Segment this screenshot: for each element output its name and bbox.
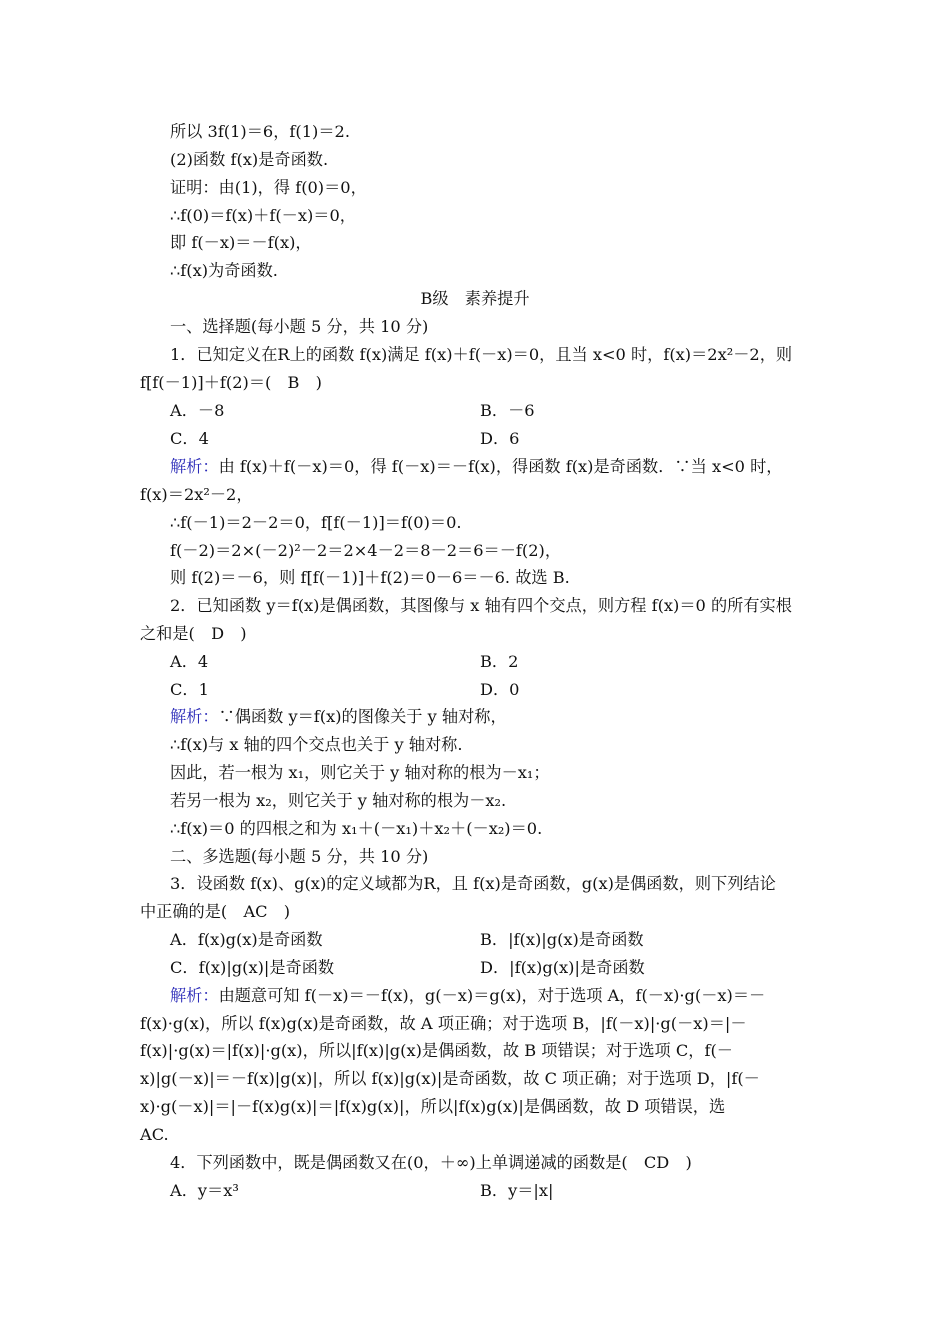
option-b: B．2: [480, 652, 519, 671]
option-d: D．0: [480, 680, 520, 699]
option-a: A．y＝x³: [170, 1181, 239, 1200]
option-d: D．6: [480, 429, 520, 448]
question-3-stem: 3．设函数 f(x)、g(x)的定义域都为R，且 f(x)是奇函数，g(x)是偶函数，则下列结论: [170, 874, 776, 893]
part-heading: 一、选择题(每小题 5 分，共 10 分): [170, 317, 429, 336]
solution-line: ∴f(x)与 x 轴的四个交点也关于 y 轴对称.: [170, 735, 463, 754]
solution-line: x)·g(－x)|＝|－f(x)g(x)|＝|f(x)g(x)|，所以|f(x)g(x)|是偶函数，故 D 项错误，选: [140, 1097, 726, 1116]
text-line: ∴f(0)＝f(x)＋f(－x)＝0，: [170, 206, 356, 225]
solution-line: ∴f(－1)＝2－2＝0，f[f(－1)]＝f(0)＝0.: [170, 513, 462, 532]
part-heading: 二、多选题(每小题 5 分，共 10 分): [170, 847, 429, 866]
solution-line: 则 f(2)＝－6，则 f[f(－1)]＋f(2)＝0－6＝－6. 故选 B.: [170, 568, 570, 587]
solution-line: 因此，若一根为 x₁，则它关于 y 轴对称的根为－x₁；: [170, 763, 550, 782]
solution-label: 解析：: [170, 457, 219, 476]
option-c: C．f(x)|g(x)|是奇函数: [170, 958, 335, 977]
text-line: 证明：由(1)，得 f(0)＝0，: [170, 178, 367, 197]
option-a: A．4: [170, 652, 209, 671]
solution-label: 解析：: [170, 707, 219, 726]
option-a: A．f(x)g(x)是奇函数: [170, 930, 323, 949]
solution-text: 由 f(x)＋f(－x)＝0，得 f(－x)＝－f(x)，得函数 f(x)是奇函数．∵当 x<0 时，: [218, 457, 783, 476]
solution-line: AC.: [140, 1125, 169, 1144]
solution-line: f(x)·g(x)，所以 f(x)g(x)是奇函数，故 A 项正确；对于选项 B，|f(－x)|·g(－x)＝|－: [140, 1014, 747, 1033]
question-1-stem-cont: f[f(－1)]＋f(2)＝( B ): [140, 373, 322, 392]
section-heading: B级 素养提升: [420, 289, 530, 308]
text-line: (2)函数 f(x)是奇函数.: [170, 150, 329, 169]
solution-line: f(x)＝2x²－2，: [140, 485, 253, 504]
question-3-stem-cont: 中正确的是( AC ): [140, 902, 291, 921]
option-c: C．4: [170, 429, 209, 448]
question-1-stem: 1．已知定义在R上的函数 f(x)满足 f(x)＋f(－x)＝0，且当 x<0 时，f(x)＝2x²－2，则: [170, 345, 793, 364]
text-line: ∴f(x)为奇函数.: [170, 261, 278, 280]
option-b: B．y＝|x|: [480, 1181, 554, 1200]
text-line: 所以 3f(1)＝6，f(1)＝2.: [170, 122, 350, 141]
solution-line: [170, 985, 765, 1007]
solution-line: [170, 706, 507, 728]
option-a: A．－8: [170, 401, 225, 420]
solution-text: 由题意可知 f(－x)＝－f(x)，g(－x)＝g(x)，对于选项 A，f(－x)·g(－x)＝－: [218, 986, 766, 1005]
text-line: 即 f(－x)＝－f(x)，: [170, 233, 312, 252]
question-2-stem-cont: 之和是( D ): [140, 624, 247, 643]
solution-line: ∴f(x)＝0 的四根之和为 x₁＋(－x₁)＋x₂＋(－x₂)＝0.: [170, 819, 543, 838]
option-b: B．|f(x)|g(x)是奇函数: [480, 930, 644, 949]
solution-label: 解析：: [170, 986, 219, 1005]
option-d: D．|f(x)g(x)|是奇函数: [480, 958, 645, 977]
option-c: C．1: [170, 680, 209, 699]
solution-line: [170, 456, 782, 478]
solution-text: ∵偶函数 y＝f(x)的图像关于 y 轴对称，: [218, 707, 507, 726]
question-4-stem: 4．下列函数中，既是偶函数又在(0，＋∞)上单调递减的函数是( CD ): [170, 1153, 692, 1172]
solution-line: x)|g(－x)|＝－f(x)|g(x)|，所以 f(x)|g(x)|是奇函数，故 C 项正确；对于选项 D，|f(－: [140, 1069, 760, 1088]
solution-line: 若另一根为 x₂，则它关于 y 轴对称的根为－x₂.: [170, 791, 507, 810]
option-b: B．－6: [480, 401, 535, 420]
solution-line: f(－2)＝2×(－2)²－2＝2×4－2＝8－2＝6＝－f(2)，: [170, 541, 562, 560]
question-2-stem: 2．已知函数 y＝f(x)是偶函数，其图像与 x 轴有四个交点，则方程 f(x)＝0 的所有实根: [170, 596, 792, 615]
solution-line: f(x)|·g(x)＝|f(x)|·g(x)，所以|f(x)|g(x)是偶函数，故 B 项错误；对于选项 C，f(－: [140, 1041, 733, 1060]
